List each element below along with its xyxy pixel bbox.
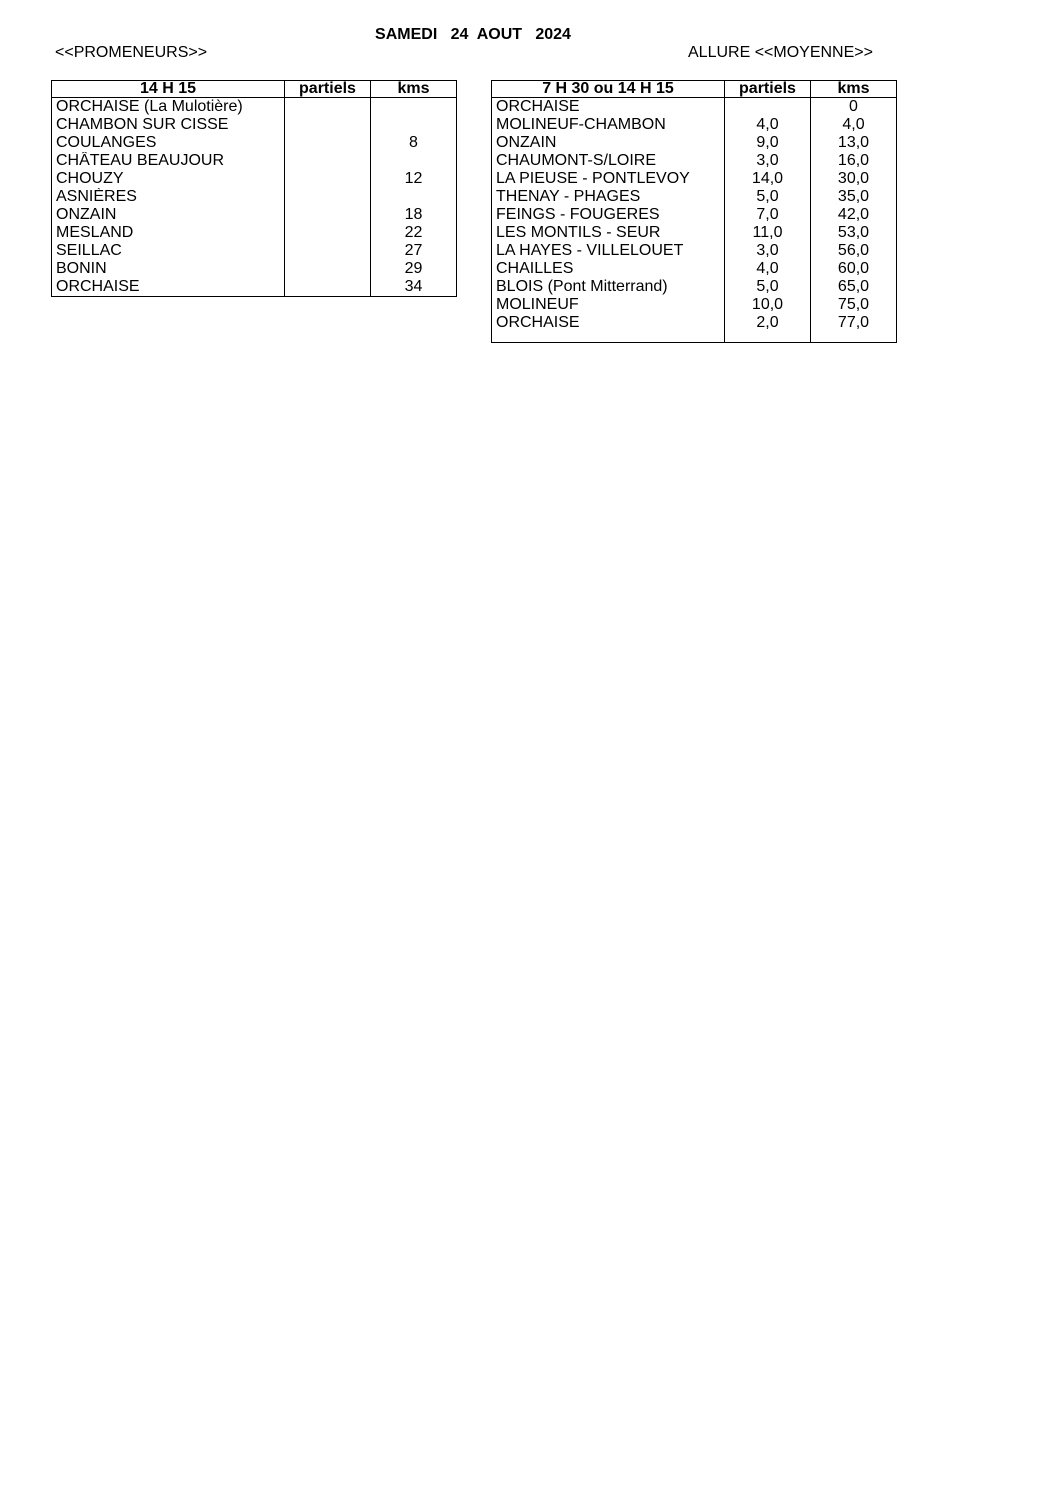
kms-cell: 77,0 bbox=[811, 314, 897, 343]
kms-cell bbox=[371, 188, 457, 206]
place-cell: CHAUMONT-S/LOIRE bbox=[492, 152, 725, 170]
place-cell: MOLINEUF-CHAMBON bbox=[492, 116, 725, 134]
page-title: SAMEDI 24 AOUT 2024 bbox=[375, 26, 571, 43]
partiel-cell: 4,0 bbox=[725, 116, 811, 134]
place-cell: CHOUZY bbox=[52, 170, 285, 188]
kms-cell: 34 bbox=[371, 278, 457, 297]
table-row bbox=[52, 134, 457, 152]
table-row bbox=[492, 314, 897, 343]
table-row bbox=[492, 206, 897, 224]
column-header-kms: kms bbox=[371, 81, 457, 98]
column-header-partiels: partiels bbox=[725, 81, 811, 98]
place-cell: MOLINEUF bbox=[492, 296, 725, 314]
kms-cell: 65,0 bbox=[811, 278, 897, 296]
kms-cell: 13,0 bbox=[811, 134, 897, 152]
kms-cell: 18 bbox=[371, 206, 457, 224]
partiel-cell bbox=[285, 188, 371, 206]
kms-cell bbox=[371, 116, 457, 134]
table-row bbox=[52, 116, 457, 134]
place-cell: ORCHAISE bbox=[52, 278, 285, 297]
place-cell: COULANGES bbox=[52, 134, 285, 152]
kms-cell: 0 bbox=[811, 98, 897, 117]
table-row bbox=[492, 134, 897, 152]
kms-cell: 8 bbox=[371, 134, 457, 152]
partiel-cell bbox=[285, 260, 371, 278]
partiel-cell bbox=[725, 98, 811, 117]
promeneurs-route-table bbox=[51, 80, 457, 297]
kms-cell bbox=[371, 98, 457, 117]
partiel-cell bbox=[285, 206, 371, 224]
table-row bbox=[52, 260, 457, 278]
table-row bbox=[52, 98, 457, 117]
partiel-cell: 7,0 bbox=[725, 206, 811, 224]
column-header-time: 14 H 15 bbox=[52, 81, 285, 98]
allure-moyenne-route-table bbox=[491, 80, 897, 343]
place-cell: BONIN bbox=[52, 260, 285, 278]
kms-cell: 27 bbox=[371, 242, 457, 260]
partiel-cell: 2,0 bbox=[725, 314, 811, 343]
partiel-cell: 11,0 bbox=[725, 224, 811, 242]
kms-cell: 56,0 bbox=[811, 242, 897, 260]
kms-cell: 22 bbox=[371, 224, 457, 242]
table-row bbox=[492, 224, 897, 242]
kms-cell: 30,0 bbox=[811, 170, 897, 188]
kms-cell: 53,0 bbox=[811, 224, 897, 242]
place-cell: CHAMBON SUR CISSE bbox=[52, 116, 285, 134]
group-label-promeneurs: <<PROMENEURS>> bbox=[55, 44, 208, 61]
partiel-cell bbox=[285, 152, 371, 170]
partiel-cell bbox=[285, 278, 371, 297]
kms-cell: 42,0 bbox=[811, 206, 897, 224]
table-row bbox=[52, 170, 457, 188]
column-header-partiels: partiels bbox=[285, 81, 371, 98]
place-cell: BLOIS (Pont Mitterrand) bbox=[492, 278, 725, 296]
table-row bbox=[52, 278, 457, 297]
table-row bbox=[492, 98, 897, 117]
partiel-cell: 14,0 bbox=[725, 170, 811, 188]
place-cell: LA HAYES - VILLELOUET bbox=[492, 242, 725, 260]
table-row bbox=[492, 296, 897, 314]
place-cell: LES MONTILS - SEUR bbox=[492, 224, 725, 242]
kms-cell bbox=[371, 152, 457, 170]
partiel-cell bbox=[285, 98, 371, 117]
kms-cell: 75,0 bbox=[811, 296, 897, 314]
partiel-cell bbox=[285, 116, 371, 134]
place-cell: FEINGS - FOUGERES bbox=[492, 206, 725, 224]
place-cell: ONZAIN bbox=[52, 206, 285, 224]
table-row bbox=[492, 188, 897, 206]
kms-cell: 35,0 bbox=[811, 188, 897, 206]
partiel-cell bbox=[285, 242, 371, 260]
table-row bbox=[52, 152, 457, 170]
kms-cell: 4,0 bbox=[811, 116, 897, 134]
kms-cell: 60,0 bbox=[811, 260, 897, 278]
partiel-cell: 5,0 bbox=[725, 188, 811, 206]
place-cell: MESLAND bbox=[52, 224, 285, 242]
table-row bbox=[492, 152, 897, 170]
place-cell: ONZAIN bbox=[492, 134, 725, 152]
column-header-time: 7 H 30 ou 14 H 15 bbox=[492, 81, 725, 98]
partiel-cell bbox=[285, 170, 371, 188]
table-row bbox=[52, 206, 457, 224]
kms-cell: 12 bbox=[371, 170, 457, 188]
place-cell: ORCHAISE bbox=[492, 98, 725, 117]
table-row bbox=[492, 242, 897, 260]
partiel-cell: 4,0 bbox=[725, 260, 811, 278]
place-cell: ORCHAISE (La Mulotière) bbox=[52, 98, 285, 117]
table-header-row bbox=[492, 81, 897, 98]
partiel-cell: 9,0 bbox=[725, 134, 811, 152]
partiel-cell: 5,0 bbox=[725, 278, 811, 296]
place-cell: ASNIÈRES bbox=[52, 188, 285, 206]
partiel-cell bbox=[285, 134, 371, 152]
table-row bbox=[52, 242, 457, 260]
kms-cell: 16,0 bbox=[811, 152, 897, 170]
group-label-allure-moyenne: ALLURE <<MOYENNE>> bbox=[688, 44, 873, 61]
partiel-cell bbox=[285, 224, 371, 242]
partiel-cell: 3,0 bbox=[725, 152, 811, 170]
table-row bbox=[492, 170, 897, 188]
place-cell: CHÂTEAU BEAUJOUR bbox=[52, 152, 285, 170]
place-cell: THENAY - PHAGES bbox=[492, 188, 725, 206]
partiel-cell: 10,0 bbox=[725, 296, 811, 314]
kms-cell: 29 bbox=[371, 260, 457, 278]
column-header-kms: kms bbox=[811, 81, 897, 98]
table-row bbox=[52, 188, 457, 206]
table-row bbox=[492, 278, 897, 296]
place-cell: ORCHAISE bbox=[492, 314, 725, 343]
table-row bbox=[52, 224, 457, 242]
partiel-cell: 3,0 bbox=[725, 242, 811, 260]
table-header-row bbox=[52, 81, 457, 98]
table-row bbox=[492, 260, 897, 278]
place-cell: SEILLAC bbox=[52, 242, 285, 260]
table-row bbox=[492, 116, 897, 134]
place-cell: CHAILLES bbox=[492, 260, 725, 278]
place-cell: LA PIEUSE - PONTLEVOY bbox=[492, 170, 725, 188]
